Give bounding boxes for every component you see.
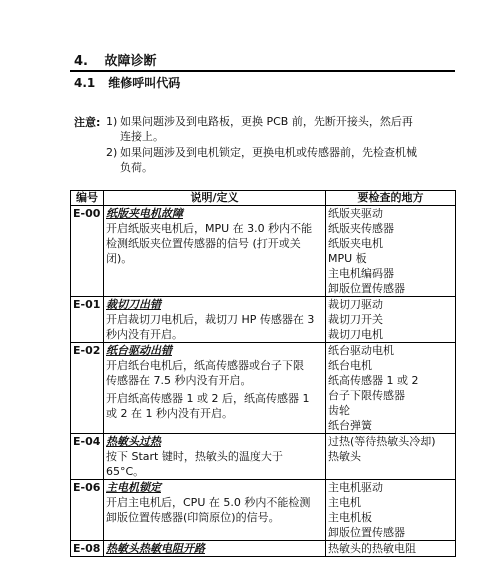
note-text-line2: 负荷。 [120,161,153,174]
check-point-item: 齿轮 [328,404,350,417]
check-point-item: 纸台驱动电机 [328,344,394,357]
error-title: 纸台驱动出错 [106,344,172,357]
check-point-item: 热敏头的热敏电阻 [328,542,416,555]
check-points-cell [326,480,456,541]
notes-label: 注意: [74,116,101,129]
error-code: E-02 [71,343,104,434]
column-header-code: 编号 [71,191,104,206]
check-points-cell [326,541,456,557]
note-text-line1: 如果问题涉及到电机锁定，更换电机或传感器前，先检查机械 [120,146,417,159]
check-point-item: 纸台弹簧 [328,419,372,432]
note-item-1 [106,114,446,144]
table-body [71,206,456,557]
error-title: 热敏头过热 [106,435,161,448]
description-line: 卸版位置传感器(印筒原位)的信号。 [106,511,280,524]
check-point-item: 纸高传感器 1 或 2 [328,374,419,387]
description-line: 秒内没有开启。 [106,328,183,341]
check-point-item: 台子下限传感器 [328,389,405,402]
check-point-item: 主电机 [328,496,361,509]
error-title: 热敏头热敏电阻开路 [106,542,205,555]
column-header-description: 说明/定义 [104,191,326,206]
check-points-cell [326,343,456,434]
table-row [71,541,456,557]
description-line: 检测纸版夹位置传感器的信号 (打开或关 [106,237,301,250]
description-line: 按下 Start 键时，热敏头的温度大于 [106,450,283,463]
description-line: 闭)。 [106,252,133,265]
column-header-check: 要检查的地方 [326,191,456,206]
subsection-number: 4.1 [74,76,96,90]
error-description-cell [104,297,326,343]
description-line: 开启纸高传感器 1 或 2 后，纸高传感器 1 [106,392,310,405]
description-line: 开启纸版夹电机后，MPU 在 3.0 秒内不能 [106,222,313,235]
error-description-cell [104,480,326,541]
check-points-cell [326,297,456,343]
note-index: 2) [106,146,118,159]
error-description-cell [104,434,326,480]
check-point-item: MPU 板 [328,252,367,265]
table-row [71,297,456,343]
check-point-item: 主电机驱动 [328,481,383,494]
description-line: 开启纸台电机后，纸高传感器或台子下限 [106,359,304,372]
error-code: E-00 [71,206,104,297]
description-line: 开启主电机后，CPU 在 5.0 秒内不能检测 [106,496,311,509]
check-point-item: 主电机编码器 [328,267,394,280]
error-code: E-08 [71,541,104,557]
subsection-title: 维修呼叫代码 [108,76,181,90]
check-point-item: 主电机板 [328,511,372,524]
section-number: 4. [74,54,88,69]
description-line: 开启裁切刀电机后，裁切刀 HP 传感器在 3 [106,313,315,326]
description-line: 65°C。 [106,465,145,478]
note-text-line1: 如果问题涉及到电路板，更换 PCB 前，先断开接头，然后再 [120,115,413,128]
error-description-cell [104,343,326,434]
check-point-item: 纸版夹电机 [328,237,383,250]
subsection-heading [74,74,180,91]
check-points-cell [326,434,456,480]
note-index: 1) [106,115,118,128]
table-row [71,434,456,480]
check-point-item: 卸版位置传感器 [328,282,405,295]
check-point-item: 过热(等待热敏头冷却) [328,435,436,448]
check-point-item: 纸版夹传感器 [328,222,394,235]
table-row [71,480,456,541]
description-line: 传感器在 7.5 秒内没有开启。 [106,374,252,387]
check-point-item: 卸版位置传感器 [328,526,405,539]
section-heading [74,50,157,69]
check-points-cell [326,206,456,297]
error-code: E-06 [71,480,104,541]
section-title: 故障诊断 [104,54,157,69]
error-title: 主电机锁定 [106,481,161,494]
error-code: E-04 [71,434,104,480]
error-description-cell [104,541,326,557]
check-point-item: 裁切刀开关 [328,313,383,326]
note-text-line2: 连接上。 [120,130,164,143]
table-header-row [71,191,456,206]
error-description-cell [104,206,326,297]
table-row [71,206,456,297]
table-row [71,343,456,434]
check-point-item: 裁切刀电机 [328,328,383,341]
error-title: 纸版夹电机故障 [106,207,183,220]
service-call-code-table [70,190,456,557]
heading-rule [70,70,455,72]
error-title: 裁切刀出错 [106,298,161,311]
description-line: 或 2 在 1 秒内没有开启。 [106,407,233,420]
check-point-item: 纸台电机 [328,359,372,372]
check-point-item: 纸版夹驱动 [328,207,383,220]
check-point-item: 裁切刀驱动 [328,298,383,311]
check-point-item: 热敏头 [328,450,361,463]
error-code: E-01 [71,297,104,343]
note-item-2 [106,145,446,175]
